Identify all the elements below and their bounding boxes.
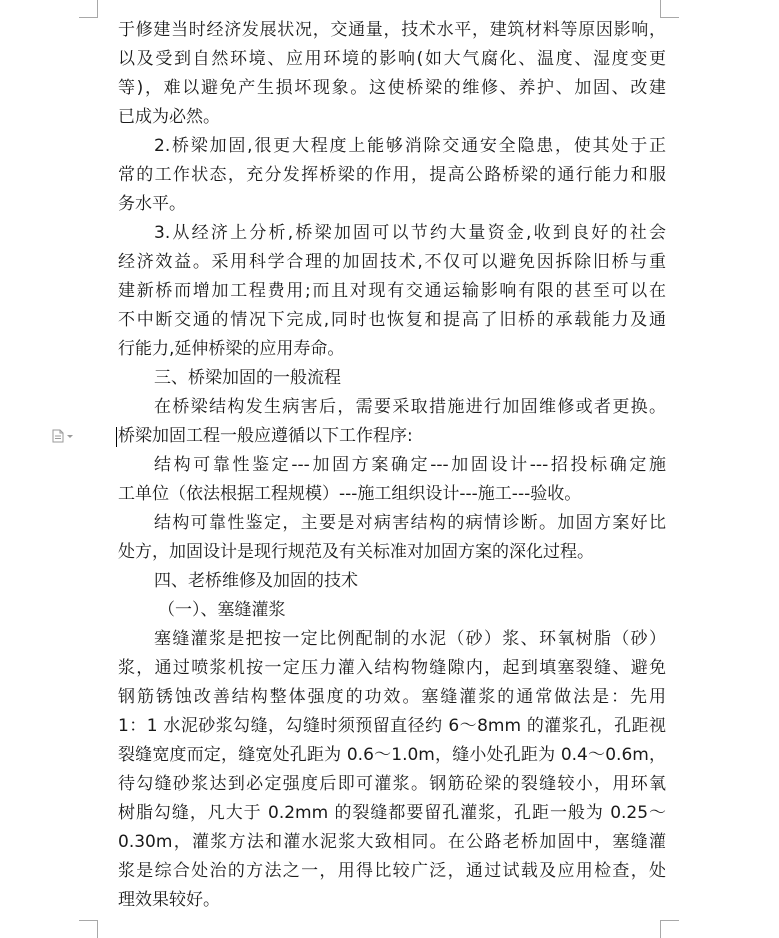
text-line-with-cursor: 桥梁加固工程一般应遵循以下工作程序: — [118, 422, 666, 451]
paragraph-handle-icon[interactable] — [51, 428, 77, 442]
text-line: 在桥梁结构发生病害后，需要采取措施进行加固维修或者更换。 — [154, 397, 666, 417]
text-line: 处方，加固设计是现行规范及有关标准对加固方案的深化过程。 — [118, 542, 594, 562]
text-line: 树脂勾缝，凡大于 0.2mm 的裂缝都要留孔灌浆，孔距一般为 0.25～ — [118, 803, 666, 823]
crop-mark-top-left-vertical — [97, 0, 98, 18]
text-line: 于修建当时经济发展状况，交通量，技术水平，建筑材料等原因影响， — [118, 20, 666, 40]
text-line: 务水平。 — [118, 194, 186, 214]
text-line: 0.30m，灌浆方法和灌水泥浆大致相同。在公路老桥加固中，塞缝灌 — [118, 832, 666, 852]
text-line: 工单位（依法根据工程规模）---施工组织设计---施工---验收。 — [118, 484, 582, 504]
text-line: 2.桥梁加固,很更大程度上能够消除交通安全隐患，使其处于正 — [154, 136, 666, 156]
text-line: 经济效益。采用科学合理的加固技术,不仅可以避免因拆除旧桥与重 — [118, 252, 666, 272]
text-line: 结构可靠性鉴定，主要是对病害结构的病情诊断。加固方案好比 — [154, 513, 666, 533]
subsection-heading: （一）、塞缝灌浆 — [158, 600, 286, 620]
section-heading: 三、桥梁加固的一般流程 — [154, 368, 341, 388]
crop-mark-top-left-horizontal — [79, 17, 98, 18]
text-line: 结构可靠性鉴定---加固方案确定---加固设计---招投标确定施 — [154, 455, 666, 475]
text-line: 理效果较好。 — [118, 890, 220, 910]
text-line: 1：1 水泥砂浆勾缝，勾缝时须预留直径约 6～8mm 的灌浆孔，孔距视 — [118, 716, 666, 736]
text-line: 已成为必然。 — [118, 107, 220, 127]
text-line: 建新桥而增加工程费用;而且对现有交通运输影响有限的甚至可以在 — [118, 281, 666, 301]
text-line: 以及受到自然环境、应用环境的影响(如大气腐化、温度、湿度变更 — [118, 49, 666, 69]
document-body[interactable] — [118, 16, 666, 915]
text-line: 裂缝宽度而定，缝宽处孔距为 0.6～1.0m，缝小处孔距为 0.4～0.6m， — [118, 745, 666, 765]
text-line: 不中断交通的情况下完成,同时也恢复和提高了旧桥的承载能力及通 — [118, 310, 666, 330]
text-line: 塞缝灌浆是把按一定比例配制的水泥（砂）浆、环氧树脂（砂） — [154, 629, 666, 649]
crop-mark-bottom-left-vertical — [97, 920, 98, 938]
text-line: 等)，难以避免产生损坏现象。这使桥梁的维修、养护、加固、改建 — [118, 78, 666, 98]
crop-mark-bottom-left-horizontal — [79, 920, 98, 921]
text-line: 钢筋锈蚀改善结构整体强度的功效。塞缝灌浆的通常做法是：先用 — [118, 687, 666, 707]
text-line: 常的工作状态，充分发挥桥梁的作用，提高公路桥梁的通行能力和服 — [118, 165, 666, 185]
crop-mark-bottom-right-horizontal — [660, 920, 679, 921]
crop-mark-bottom-right-vertical — [660, 920, 661, 938]
text-line: 行能力,延伸桥梁的应用寿命。 — [118, 339, 345, 359]
section-heading: 四、老桥维修及加固的技术 — [154, 571, 358, 591]
text-line: 浆是综合处治的方法之一，用得比较广泛，通过试载及应用检查，处 — [118, 861, 666, 881]
text-line: 待勾缝砂浆达到必定强度后即可灌浆。钢筋砼梁的裂缝较小，用环氧 — [118, 774, 666, 794]
text-line: 浆，通过喷浆机按一定压力灌入结构物缝隙内，起到填塞裂缝、避免 — [118, 658, 666, 678]
text-line: 3.从经济上分析,桥梁加固可以节约大量资金,收到良好的社会 — [154, 223, 666, 243]
